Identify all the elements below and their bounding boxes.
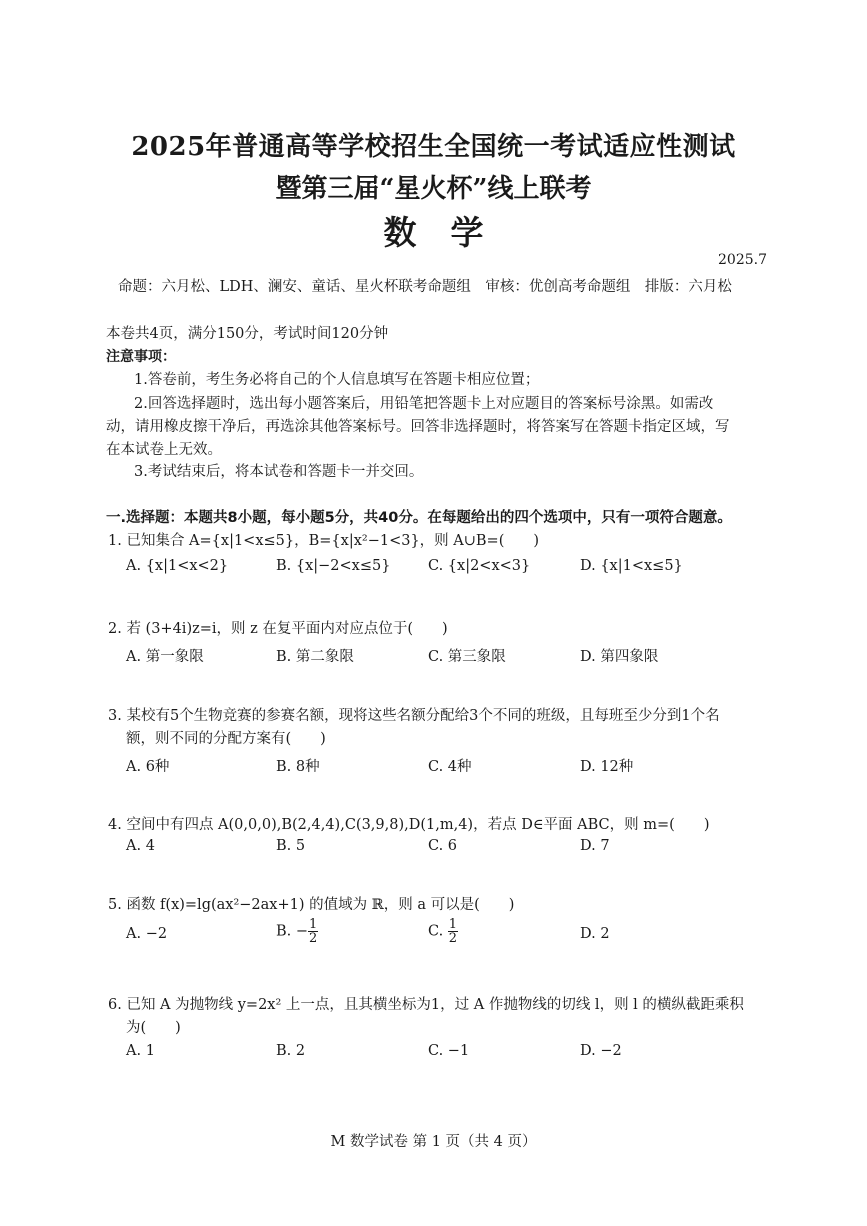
question-1-option-c: C. {x|2<x<3} bbox=[428, 558, 531, 574]
question-3-option-d: D. 12种 bbox=[580, 759, 634, 775]
question-3-stem-line2: 额，则不同的分配方案有( ) bbox=[126, 731, 326, 747]
question-4-stem: 4. 空间中有四点 A(0,0,0),B(2,4,4),C(3,9,8),D(1,m,4)，若点 D∈平面 ABC，则 m=( ) bbox=[108, 817, 710, 833]
notice-item-3: 3.考试结束后，将本试卷和答题卡一并交回。 bbox=[134, 464, 424, 480]
question-3-option-c: C. 4种 bbox=[428, 759, 472, 775]
question-2-option-d: D. 第四象限 bbox=[580, 649, 659, 665]
notice-item-2-line3: 在本试卷上无效。 bbox=[106, 442, 222, 458]
question-1-option-b: B. {x|−2<x≤5} bbox=[276, 558, 391, 574]
question-6-option-b: B. 2 bbox=[276, 1043, 306, 1059]
question-5-option-b-fraction bbox=[308, 918, 318, 945]
question-1-option-a: A. {x|1<x<2} bbox=[126, 558, 229, 574]
question-6-option-a: A. 1 bbox=[126, 1043, 155, 1059]
question-4-option-c: C. 6 bbox=[428, 838, 458, 854]
fraction-denominator: 2 bbox=[309, 931, 318, 946]
question-3-stem-line1: 3. 某校有5个生物竞赛的参赛名额，现将这些名额分配给3个不同的班级，且每班至少分到1个名 bbox=[108, 708, 720, 724]
exam-subtitle: 暨第三届“星火杯”线上联考 bbox=[275, 174, 592, 204]
question-4-option-a: A. 4 bbox=[126, 838, 155, 854]
question-5-option-d: D. 2 bbox=[580, 926, 610, 942]
notice-item-1: 1.答卷前，考生务必将自己的个人信息填写在答题卡相应位置； bbox=[134, 372, 540, 388]
notice-item-2-line1: 2.回答选择题时，选出每小题答案后，用铅笔把答题卡上对应题目的答案标号涂黑。如需改 bbox=[134, 396, 714, 412]
page-footer: M 数学试卷 第 1 页（共 4 页） bbox=[330, 1134, 537, 1150]
question-5-option-b bbox=[276, 918, 318, 945]
question-6-option-d: D. −2 bbox=[580, 1043, 622, 1059]
question-3-option-a: A. 6种 bbox=[126, 759, 170, 775]
subject-title: 数学 bbox=[383, 213, 518, 252]
question-2-stem: 2. 若 (3+4i)z=i，则 z 在复平面内对应点位于( ) bbox=[108, 621, 448, 637]
question-5-option-c-fraction bbox=[448, 918, 458, 945]
question-5-option-c bbox=[428, 918, 458, 945]
exam-intro: 本卷共4页，满分150分，考试时间120分钟 bbox=[106, 326, 389, 342]
question-1-stem: 1. 已知集合 A={x|1<x≤5}，B={x|x²−1<3}，则 A∪B=( ) bbox=[108, 533, 540, 549]
question-1-option-d: D. {x|1<x≤5} bbox=[580, 558, 683, 574]
fraction-numerator: 1 bbox=[309, 917, 318, 932]
question-6-stem-line2: 为( ) bbox=[126, 1020, 181, 1036]
question-5-option-a: A. −2 bbox=[126, 926, 168, 942]
question-6-option-c: C. −1 bbox=[428, 1043, 470, 1059]
fraction-denominator: 2 bbox=[448, 931, 458, 946]
question-4-option-d: D. 7 bbox=[580, 838, 610, 854]
question-5-option-b-prefix: B. − bbox=[276, 923, 309, 940]
question-6-stem-line1: 6. 已知 A 为抛物线 y=2x² 上一点，且其横坐标为1，过 A 作抛物线的切线 l，则 l 的横纵截距乘积 bbox=[108, 997, 744, 1013]
question-5-option-c-prefix: C. bbox=[428, 923, 448, 940]
fraction-numerator: 1 bbox=[448, 917, 458, 932]
exam-title: 2025年普通高等学校招生全国统一考试适应性测试 bbox=[131, 132, 736, 162]
notice-item-2-line2: 动，请用橡皮擦干净后，再选涂其他答案标号。回答非选择题时，将答案写在答题卡指定区域，写 bbox=[106, 419, 730, 435]
question-4-option-b: B. 5 bbox=[276, 838, 306, 854]
question-2-option-b: B. 第二象限 bbox=[276, 649, 354, 665]
question-3-option-b: B. 8种 bbox=[276, 759, 320, 775]
notice-heading: 注意事项： bbox=[106, 349, 176, 365]
question-2-option-a: A. 第一象限 bbox=[126, 649, 204, 665]
exam-date: 2025.7 bbox=[718, 252, 767, 268]
question-2-option-c: C. 第三象限 bbox=[428, 649, 506, 665]
section-heading: 一.选择题：本题共8小题，每小题5分，共40分。在每题给出的四个选项中，只有一项符合题意。 bbox=[106, 510, 732, 526]
credits-line: 命题：六月松、LDH、澜安、童话、星火杯联考命题组 审核：优创高考命题组 排版：六月松 bbox=[118, 279, 732, 295]
question-5-stem: 5. 函数 f(x)=lg(ax²−2ax+1) 的值域为 ℝ，则 a 可以是( ) bbox=[108, 897, 515, 913]
